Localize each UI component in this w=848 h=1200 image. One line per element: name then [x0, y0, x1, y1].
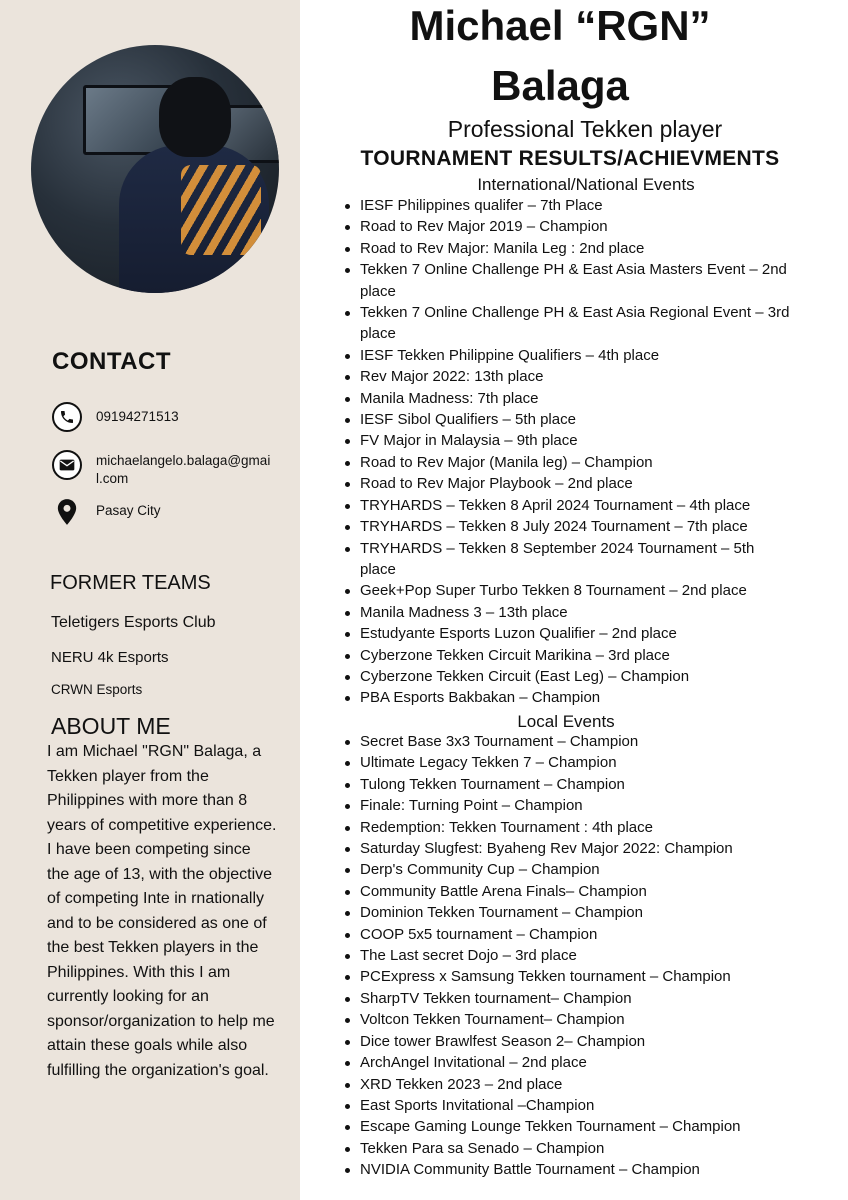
event-item: Escape Gaming Lounge Tekken Tournament – Champion [340, 1116, 790, 1137]
event-item: Road to Rev Major Playbook – 2nd place [340, 473, 790, 494]
event-item: Tulong Tekken Tournament – Champion [340, 774, 790, 795]
location-text: Pasay City [96, 503, 161, 518]
event-item: NVIDIA Community Battle Tournament – Champion [340, 1159, 790, 1180]
event-item: The Last secret Dojo – 3rd place [340, 945, 790, 966]
event-item: Manila Madness: 7th place [340, 388, 790, 409]
event-item: PCExpress x Samsung Tekken tournament – Champion [340, 966, 790, 987]
event-item: FV Major in Malaysia – 9th place [340, 430, 790, 451]
sidebar [0, 0, 300, 1200]
event-item: Manila Madness 3 – 13th place [340, 602, 790, 623]
local-events-label: Local Events [517, 712, 615, 731]
phone-number: 09194271513 [96, 409, 179, 424]
event-item: XRD Tekken 2023 – 2nd place [340, 1074, 790, 1095]
player-subtitle: Professional Tekken player [447, 116, 723, 142]
event-item: Road to Rev Major: Manila Leg : 2nd place [340, 238, 790, 259]
event-item: Road to Rev Major 2019 – Champion [340, 216, 790, 237]
event-item: COOP 5x5 tournament – Champion [340, 924, 790, 945]
email-row [52, 450, 276, 488]
event-item: Dice tower Brawlfest Season 2– Champion [340, 1031, 790, 1052]
event-item: IESF Tekken Philippine Qualifiers – 4th place [340, 345, 790, 366]
event-item: Cyberzone Tekken Circuit (East Leg) – Champion [340, 666, 790, 687]
event-item: Dominion Tekken Tournament – Champion [340, 902, 790, 923]
event-item: TRYHARDS – Tekken 8 July 2024 Tournament – 7th place [340, 516, 790, 537]
profile-photo [31, 45, 279, 293]
event-item: Rev Major 2022: 13th place [340, 366, 790, 387]
name-line: Balaga [491, 62, 629, 109]
local-events-list [340, 731, 790, 1181]
international-events-label: International/National Events [477, 175, 695, 194]
international-events-list [340, 195, 790, 709]
name-line: Michael “RGN” [409, 2, 711, 49]
event-item: Finale: Turning Point – Champion [340, 795, 790, 816]
event-item: Geek+Pop Super Turbo Tekken 8 Tournament – 2nd place [340, 580, 790, 601]
event-item: SharpTV Tekken tournament– Champion [340, 988, 790, 1009]
player-name [340, 2, 780, 109]
event-item: Tekken 7 Online Challenge PH & East Asia Masters Event – 2nd place [340, 259, 790, 302]
event-item: Cyberzone Tekken Circuit Marikina – 3rd place [340, 645, 790, 666]
location-pin-icon [52, 497, 82, 527]
results-heading: TOURNAMENT RESULTS/ACHIEVMENTS [360, 147, 780, 170]
email-icon [52, 450, 82, 480]
contact-heading: CONTACT [52, 348, 172, 375]
event-item: TRYHARDS – Tekken 8 April 2024 Tournament – 4th place [340, 495, 790, 516]
former-teams-heading: FORMER TEAMS [50, 572, 211, 594]
event-item: ArchAngel Invitational – 2nd place [340, 1052, 790, 1073]
event-item: TRYHARDS – Tekken 8 September 2024 Tournament – 5th place [340, 538, 790, 581]
jersey-stripes [181, 165, 261, 255]
event-item: IESF Philippines qualifer – 7th Place [340, 195, 790, 216]
player-head-shape [159, 77, 231, 157]
team-item: Teletigers Esports Club [51, 614, 216, 631]
event-item: Voltcon Tekken Tournament– Champion [340, 1009, 790, 1030]
event-item: Secret Base 3x3 Tournament – Champion [340, 731, 790, 752]
event-item: Community Battle Arena Finals– Champion [340, 881, 790, 902]
event-item: PBA Esports Bakbakan – Champion [340, 687, 790, 708]
event-item: Derp's Community Cup – Champion [340, 859, 790, 880]
team-item: CRWN Esports [51, 682, 143, 697]
event-item: Ultimate Legacy Tekken 7 – Champion [340, 752, 790, 773]
phone-row [52, 402, 179, 432]
event-item: Tekken 7 Online Challenge PH & East Asia Regional Event – 3rd place [340, 302, 790, 345]
team-item: NERU 4k Esports [51, 649, 169, 666]
location-row [52, 497, 161, 527]
about-me-text: I am Michael "RGN" Balaga, a Tekken player from the Philippines with more than 8 years of competitive experience. I have been competing since the age of 13, with the objective of competing Inte in rnationally and to be considered as one of the best Tekken players in the Philippines. With this I am currently looking for an sponsor/organization to help me attain these goals while also fulfilling the organization's goal. [47, 743, 277, 1079]
phone-icon [52, 402, 82, 432]
event-item: Saturday Slugfest: Byaheng Rev Major 2022: Champion [340, 838, 790, 859]
event-item: Estudyante Esports Luzon Qualifier – 2nd place [340, 623, 790, 644]
email-address: michaelangelo.balaga@gmail.com [96, 453, 271, 486]
about-me-heading: ABOUT ME [51, 713, 171, 739]
event-item: IESF Sibol Qualifiers – 5th place [340, 409, 790, 430]
event-item: East Sports Invitational –Champion [340, 1095, 790, 1116]
event-item: Road to Rev Major (Manila leg) – Champion [340, 452, 790, 473]
event-item: Redemption: Tekken Tournament : 4th place [340, 817, 790, 838]
event-item: Tekken Para sa Senado – Champion [340, 1138, 790, 1159]
